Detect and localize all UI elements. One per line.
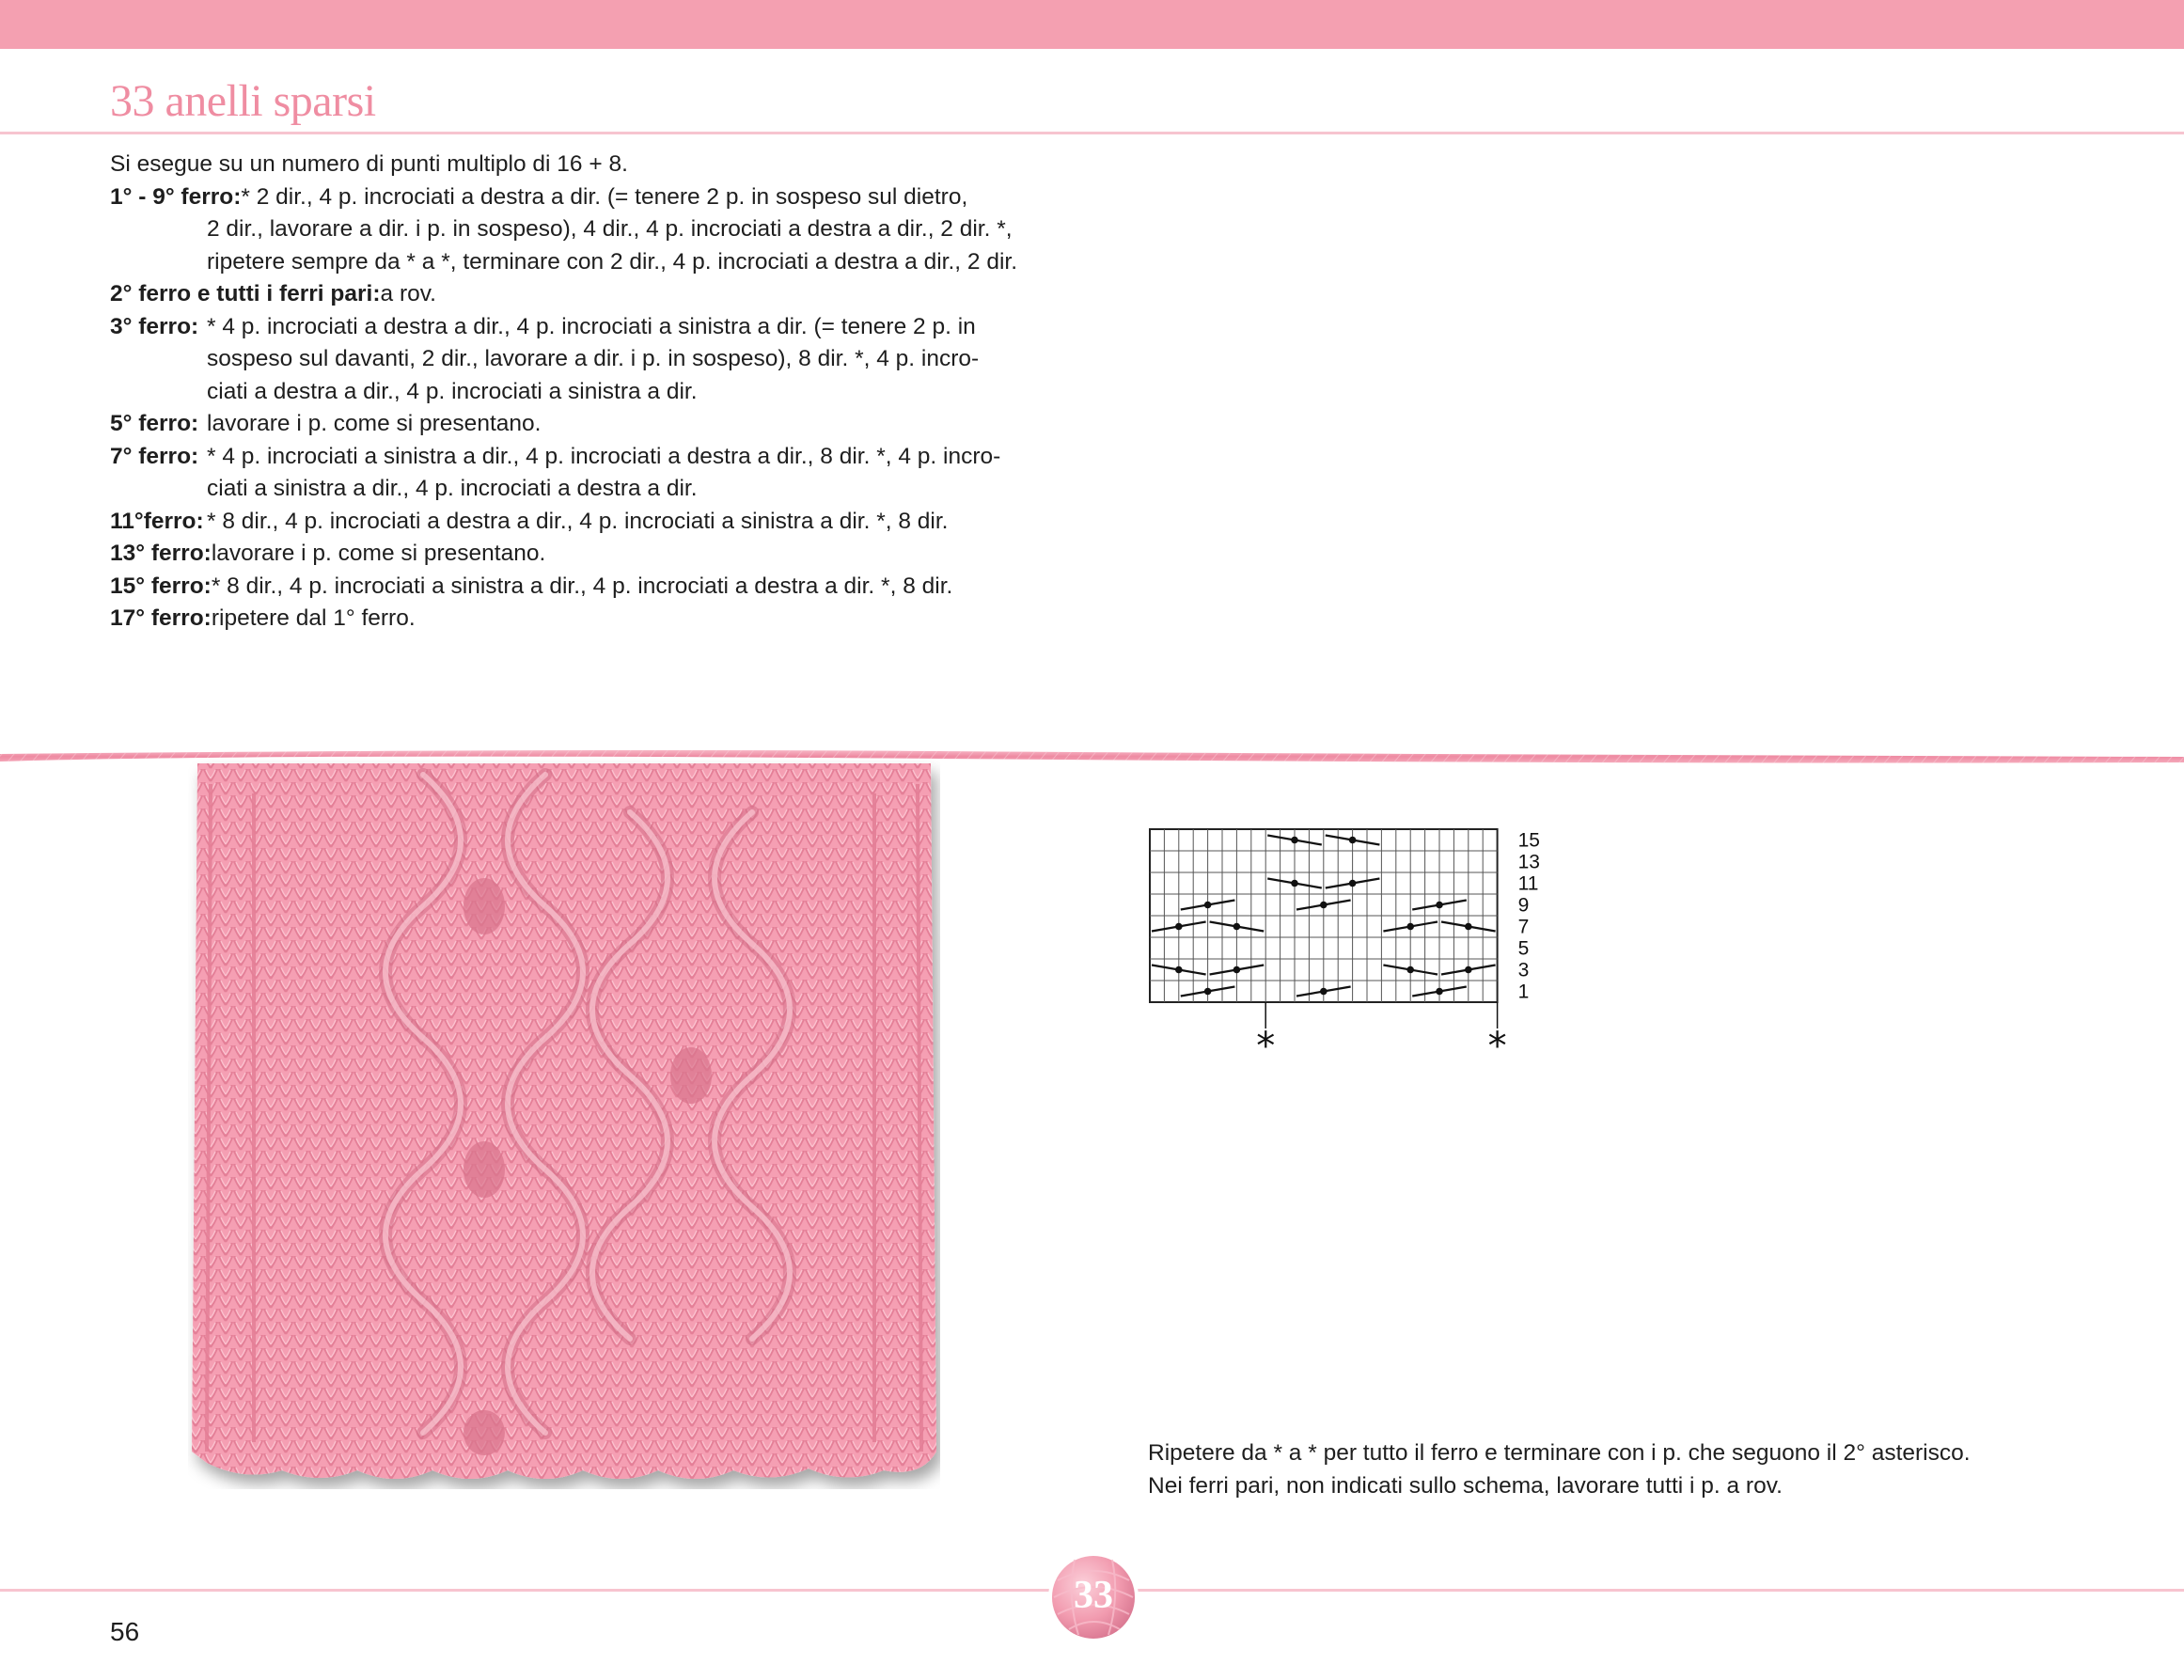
chart-row-label: 9 [1517, 894, 1530, 917]
instruction-continuation [110, 473, 1050, 506]
instruction-line [110, 571, 1050, 604]
instruction-continuation [110, 213, 1050, 246]
instruction-label: 3° ferro: [110, 313, 199, 339]
instruction-line [110, 441, 1050, 474]
instruction-continuation-text: ciati a destra a dir., 4 p. incrociati a sinistra a dir. [207, 378, 698, 404]
instruction-line [110, 603, 1050, 636]
instruction-line [110, 408, 1050, 441]
knitting-chart [1142, 820, 1744, 1064]
chart-notes [1148, 1437, 2088, 1502]
instruction-line [110, 538, 1050, 571]
instruction-continuation [110, 246, 1050, 279]
intro-line [110, 149, 1050, 181]
instruction-continuation [110, 343, 1050, 376]
instruction-rows [110, 181, 1050, 636]
instruction-label: 1° - 9° ferro: [110, 183, 242, 210]
instruction-text: a rov. [380, 281, 436, 306]
instruction-label: 15° ferro: [110, 573, 212, 599]
instruction-continuation-text: ripetere sempre da * a *, terminare con 2 dir., 4 p. incrociati a destra a dir., 2 dir. [207, 248, 1018, 275]
instruction-line [110, 278, 1050, 311]
instruction-line [110, 506, 1050, 539]
instruction-label: 13° ferro: [110, 541, 212, 566]
cable-dot-symbol [1291, 837, 1298, 844]
note-line-1: Ripetere da * a * per tutto il ferro e terminare con i p. che seguono il 2° asterisco. [1148, 1440, 1971, 1466]
chart-row-label: 1 [1517, 981, 1530, 1003]
intro-text: Si esegue su un numero di punti multiplo di 16 + 8. [110, 151, 628, 177]
instruction-label: 11°ferro: [110, 508, 204, 534]
instruction-line [110, 311, 1050, 344]
chart-row-label: 7 [1517, 916, 1530, 938]
instructions-block [110, 149, 1050, 636]
instruction-label: 2° ferro e tutti i ferri pari: [110, 281, 381, 306]
title-divider [0, 132, 2184, 134]
cable-dot-symbol [1291, 880, 1298, 887]
cable-dot-symbol [1436, 988, 1443, 996]
cable-dot-symbol [1436, 902, 1443, 909]
page-title: 33 anelli sparsi [110, 76, 376, 126]
cable-dot-symbol [1320, 902, 1328, 909]
instruction-label: 17° ferro: [110, 605, 212, 631]
knitted-swatch-photo [188, 756, 940, 1489]
instruction-text: * 4 p. incrociati a destra a dir., 4 p. incrociati a sinistra a dir. (= tenere 2 p. in [207, 313, 976, 339]
instruction-text: * 8 dir., 4 p. incrociati a destra a dir., 4 p. incrociati a sinistra a dir. *, 8 dir. [207, 508, 949, 534]
repeat-marker-asterisk: * [1487, 1025, 1507, 1064]
chart-row-label: 11 [1517, 872, 1539, 895]
chart-row-label: 15 [1517, 829, 1540, 852]
top-color-bar [0, 0, 2184, 49]
instruction-text: * 8 dir., 4 p. incrociati a sinistra a dir., 4 p. incrociati a destra a dir. *, 8 dir. [211, 573, 953, 599]
pattern-number-badge: 33 [1074, 1574, 1113, 1617]
cable-dot-symbol [1233, 923, 1241, 931]
cable-dot-symbol [1204, 902, 1212, 909]
instruction-continuation-text: ciati a sinistra a dir., 4 p. incrociati a destra a dir. [207, 476, 698, 501]
instruction-label: 7° ferro: [110, 443, 199, 469]
repeat-marker-asterisk: * [1256, 1025, 1276, 1064]
instruction-text: lavorare i p. come si presentano. [211, 541, 546, 566]
chart-row-label: 13 [1517, 851, 1540, 873]
instruction-continuation-text: sospeso sul davanti, 2 dir., lavorare a dir. i p. in sospeso), 8 dir. *, 4 p. incro- [207, 346, 980, 371]
cable-dot-symbol [1175, 923, 1183, 931]
cable-dot-symbol [1406, 923, 1414, 931]
instruction-label: 5° ferro: [110, 411, 199, 436]
chart-row-label: 3 [1517, 959, 1530, 981]
cable-dot-symbol [1175, 966, 1183, 974]
cable-dot-symbol [1349, 837, 1357, 844]
instruction-continuation [110, 376, 1050, 409]
cable-dot-symbol [1204, 988, 1212, 996]
instruction-text: lavorare i p. come si presentano. [207, 411, 542, 436]
cable-dot-symbol [1349, 880, 1357, 887]
instruction-text: * 2 dir., 4 p. incrociati a destra a dir. (= tenere 2 p. in sospeso sul dietro, [241, 183, 968, 210]
cable-dot-symbol [1465, 966, 1472, 974]
chart-row-label: 5 [1517, 937, 1530, 960]
instruction-text: ripetere dal 1° ferro. [211, 605, 416, 631]
cable-dot-symbol [1465, 923, 1472, 931]
cable-dot-symbol [1320, 988, 1328, 996]
note-line-2: Nei ferri pari, non indicati sullo schema, lavorare tutti i p. a rov. [1148, 1473, 1783, 1499]
page-number: 56 [110, 1617, 140, 1646]
instruction-continuation-text: 2 dir., lavorare a dir. i p. in sospeso), 4 dir., 4 p. incrociati a destra a dir., 2 dir. *, [207, 216, 1013, 242]
instruction-line [110, 181, 1050, 214]
cable-dot-symbol [1406, 966, 1414, 974]
cable-dot-symbol [1233, 966, 1241, 974]
instruction-text: * 4 p. incrociati a sinistra a dir., 4 p. incrociati a destra a dir., 8 dir. *, 4 p. incro- [207, 443, 1001, 469]
